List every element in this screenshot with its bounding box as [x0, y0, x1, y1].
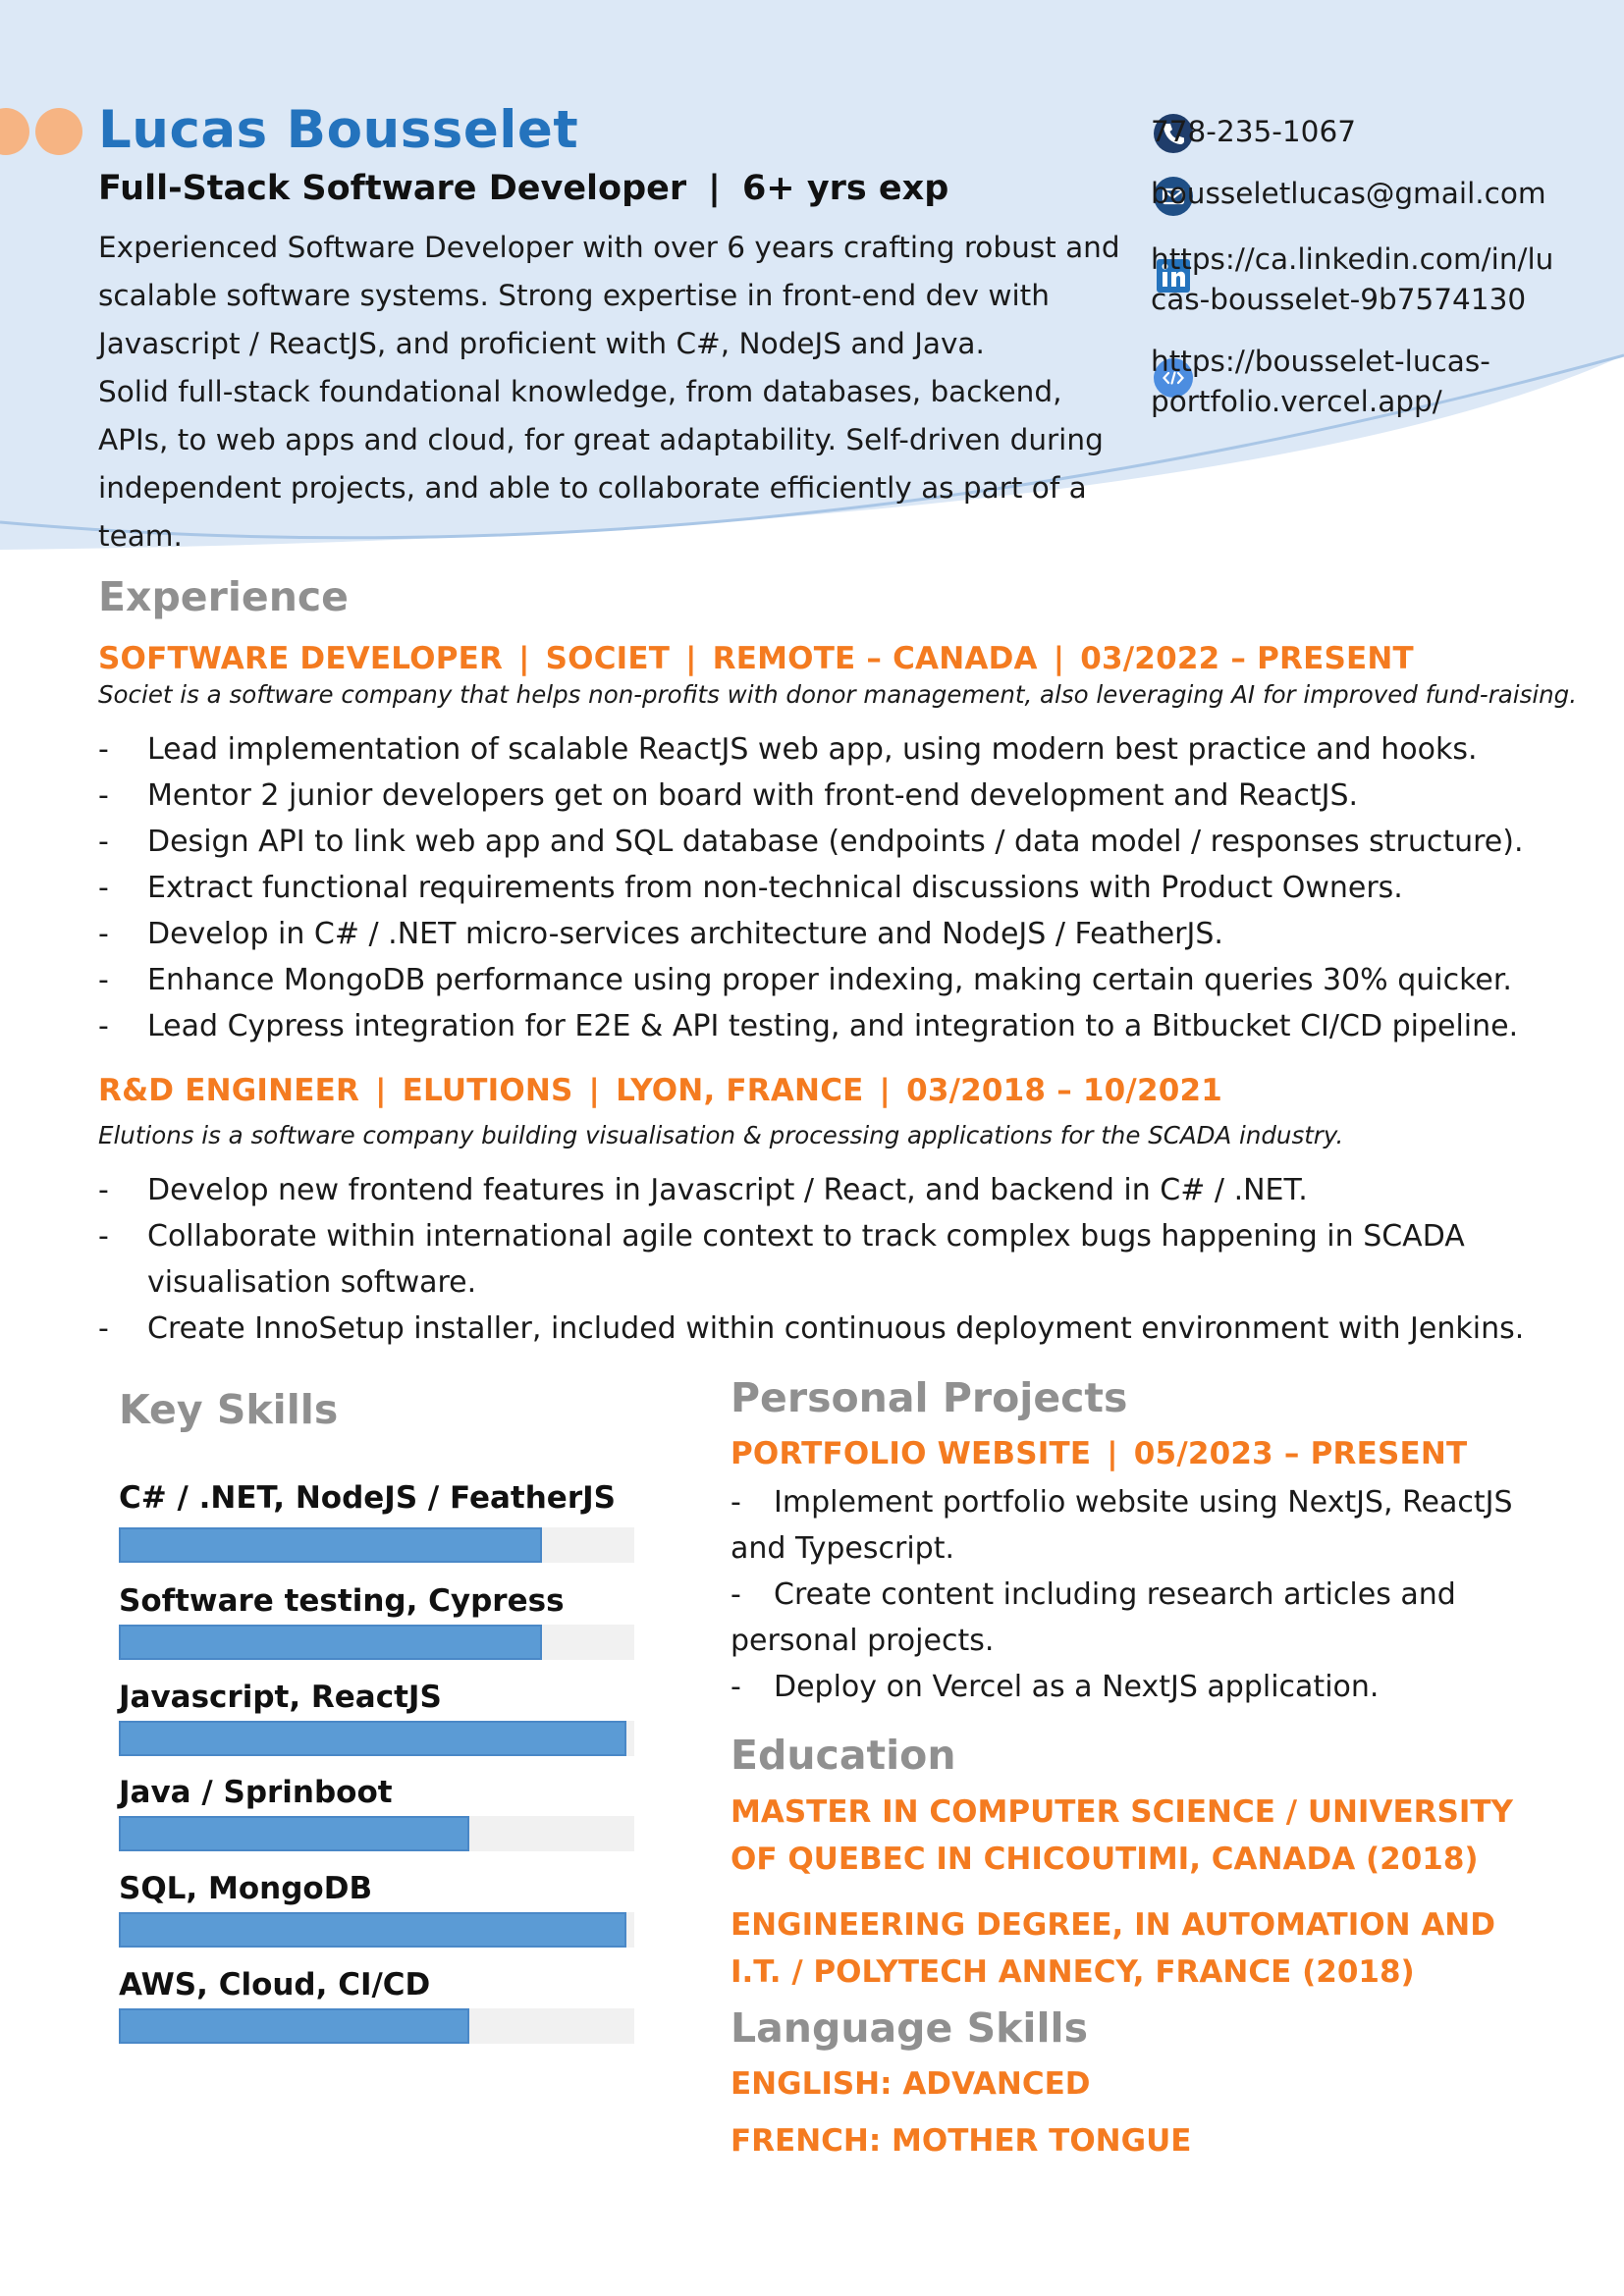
decorative-dot: [35, 108, 82, 155]
separator: |: [588, 1073, 601, 1108]
bullet-text: Mentor 2 junior developers get on board with front-end development and ReactJS.: [147, 778, 1359, 813]
job-role: R&D ENGINEER: [98, 1073, 360, 1108]
bullet-text: Extract functional requirements from non-technical discussions with Product Owners.: [147, 871, 1403, 905]
portfolio-line: portfolio.vercel.app/: [1151, 385, 1442, 418]
list-item: [731, 1664, 1545, 1710]
list-item: [98, 726, 1571, 773]
job-location: REMOTE – CANADA: [712, 641, 1038, 676]
job-title-line: [98, 1073, 1222, 1108]
list-item: [98, 911, 1571, 957]
skill-bar-fill: [119, 1721, 626, 1756]
skill-bar: [119, 1527, 634, 1563]
skill-label: Javascript, ReactJS: [119, 1680, 442, 1715]
skill-label: SQL, MongoDB: [119, 1871, 373, 1906]
project-name: PORTFOLIO WEBSITE: [731, 1436, 1092, 1471]
separator: |: [1107, 1436, 1118, 1471]
bullet-dash: -: [98, 825, 109, 859]
role-title: Full-Stack Software Developer: [98, 169, 687, 208]
separator: |: [708, 169, 721, 208]
bullet-dash: -: [98, 1219, 109, 1254]
separator: |: [879, 1073, 892, 1108]
list-item: [98, 1306, 1561, 1352]
education-item: ENGINEERING DEGREE, IN AUTOMATION AND I.T. / POLYTECH ANNECY, FRANCE (2018): [731, 1907, 1495, 1990]
job-description: Societ is a software company that helps non-profits with donor management, also leveraging AI for improved fund-raising.: [98, 680, 1578, 709]
experience-years: 6+ yrs exp: [741, 169, 949, 208]
bullet-text: Develop new frontend features in Javascript / React, and backend in C# / .NET.: [147, 1173, 1308, 1207]
bullet-dash: -: [98, 917, 109, 951]
contact-phone[interactable]: 778-235-1067: [1151, 115, 1356, 148]
job-company: ELUTIONS: [402, 1073, 573, 1108]
language-item: FRENCH: MOTHER TONGUE: [731, 2123, 1192, 2159]
bullet-text: Enhance MongoDB performance using proper indexing, making certain queries 30% quicker.: [147, 963, 1512, 997]
skill-label: AWS, Cloud, CI/CD: [119, 1967, 431, 2002]
job-title-line: [98, 641, 1414, 676]
skill-label: Java / Sprinboot: [119, 1775, 393, 1810]
bullet-dash: -: [731, 1577, 741, 1612]
bullet-text: Deploy on Vercel as a NextJS application.: [774, 1670, 1380, 1704]
skill-bar: [119, 1816, 634, 1851]
list-item: [98, 1213, 1561, 1306]
bullet-dash: -: [98, 778, 109, 813]
bullet-dash: -: [731, 1485, 741, 1520]
skill-bar: [119, 1721, 634, 1756]
list-item: [731, 1479, 1545, 1572]
job-role: SOFTWARE DEVELOPER: [98, 641, 504, 676]
skill-bar-fill: [119, 2008, 469, 2044]
job-dates: 03/2022 – PRESENT: [1080, 641, 1414, 676]
separator: |: [375, 1073, 387, 1108]
summary-paragraph: Solid full-stack foundational knowledge, from databases, backend, APIs, to web apps and cloud, for great adaptability. Self-driven during independent projects, and able to collaborate efficiently as part of a team.: [98, 375, 1104, 553]
list-item: [98, 773, 1571, 819]
skill-bar-fill: [119, 1527, 542, 1563]
job-location: LYON, FRANCE: [616, 1073, 864, 1108]
summary-paragraph: Experienced Software Developer with over 6 years crafting robust and scalable software systems. Strong expertise in front-end dev with Javascript / ReactJS, and proficient with C#, NodeJS and Java.: [98, 231, 1120, 360]
skill-bar-fill: [119, 1816, 469, 1851]
bullet-text: Collaborate within international agile context to track complex bugs happening in SCADA visualisation software.: [147, 1219, 1465, 1300]
bullet-dash: -: [98, 1173, 109, 1207]
bullet-dash: -: [98, 1311, 109, 1346]
bullet-text: Create content including research articles and personal projects.: [731, 1577, 1456, 1658]
list-item: [98, 1003, 1571, 1049]
bullet-text: Implement portfolio website using NextJS, ReactJS and Typescript.: [731, 1485, 1513, 1566]
projects-heading: Personal Projects: [731, 1374, 1128, 1421]
languages-heading: Language Skills: [731, 2004, 1088, 2052]
candidate-name: Lucas Bousselet: [98, 100, 579, 160]
candidate-role: [98, 169, 948, 208]
job-dates: 03/2018 – 10/2021: [906, 1073, 1223, 1108]
decorative-dot: [0, 108, 29, 155]
bullet-dash: -: [98, 732, 109, 767]
profile-summary: [98, 224, 1129, 561]
contact-linkedin[interactable]: [1151, 240, 1602, 320]
contact-email[interactable]: bousseletlucas@gmail.com: [1151, 177, 1546, 210]
job-bullets: [98, 1167, 1561, 1352]
bullet-dash: -: [98, 871, 109, 905]
skill-label: C# / .NET, NodeJS / FeatherJS: [119, 1480, 616, 1516]
experience-heading: Experience: [98, 573, 349, 620]
skill-bar-fill: [119, 1912, 626, 1948]
decorative-dots: [0, 108, 82, 155]
project-dates: 05/2023 – PRESENT: [1133, 1436, 1468, 1471]
education-item: MASTER IN COMPUTER SCIENCE / UNIVERSITY OF QUEBEC IN CHICOUTIMI, CANADA (2018): [731, 1794, 1513, 1877]
project-bullets: [731, 1479, 1545, 1710]
skill-bar: [119, 2008, 634, 2044]
bullet-text: Lead Cypress integration for E2E & API testing, and integration to a Bitbucket CI/CD pipeline.: [147, 1009, 1519, 1043]
language-item: ENGLISH: ADVANCED: [731, 2066, 1091, 2102]
bullet-text: Develop in C# / .NET micro-services architecture and NodeJS / FeatherJS.: [147, 917, 1223, 951]
linkedin-line: cas-bousselet-9b7574130: [1151, 283, 1527, 316]
bullet-dash: -: [731, 1670, 741, 1704]
separator: |: [1053, 641, 1065, 676]
bullet-text: Create InnoSetup installer, included within continuous deployment environment with Jenkins.: [147, 1311, 1525, 1346]
list-item: [98, 865, 1571, 911]
bullet-text: Design API to link web app and SQL database (endpoints / data model / responses structure).: [147, 825, 1524, 859]
job-company: SOCIET: [545, 641, 671, 676]
list-item: [98, 1167, 1561, 1213]
list-item: [731, 1572, 1545, 1664]
skill-label: Software testing, Cypress: [119, 1583, 565, 1619]
list-item: [98, 957, 1571, 1003]
portfolio-line: https://bousselet-lucas-: [1151, 345, 1490, 378]
skill-bar-fill: [119, 1625, 542, 1660]
skill-bar: [119, 1912, 634, 1948]
skills-heading: Key Skills: [119, 1386, 339, 1433]
project-title-line: [731, 1436, 1467, 1471]
job-bullets: [98, 726, 1571, 1049]
list-item: [98, 819, 1571, 865]
separator: |: [685, 641, 697, 676]
skill-bar: [119, 1625, 634, 1660]
education-heading: Education: [731, 1732, 956, 1779]
job-description: Elutions is a software company building visualisation & processing applications for the SCADA industry.: [98, 1121, 1344, 1149]
bullet-text: Lead implementation of scalable ReactJS web app, using modern best practice and hooks.: [147, 732, 1478, 767]
bullet-dash: -: [98, 1009, 109, 1043]
linkedin-line: https://ca.linkedin.com/in/lu: [1151, 242, 1554, 276]
contact-portfolio[interactable]: [1151, 342, 1602, 422]
separator: |: [518, 641, 530, 676]
bullet-dash: -: [98, 963, 109, 997]
